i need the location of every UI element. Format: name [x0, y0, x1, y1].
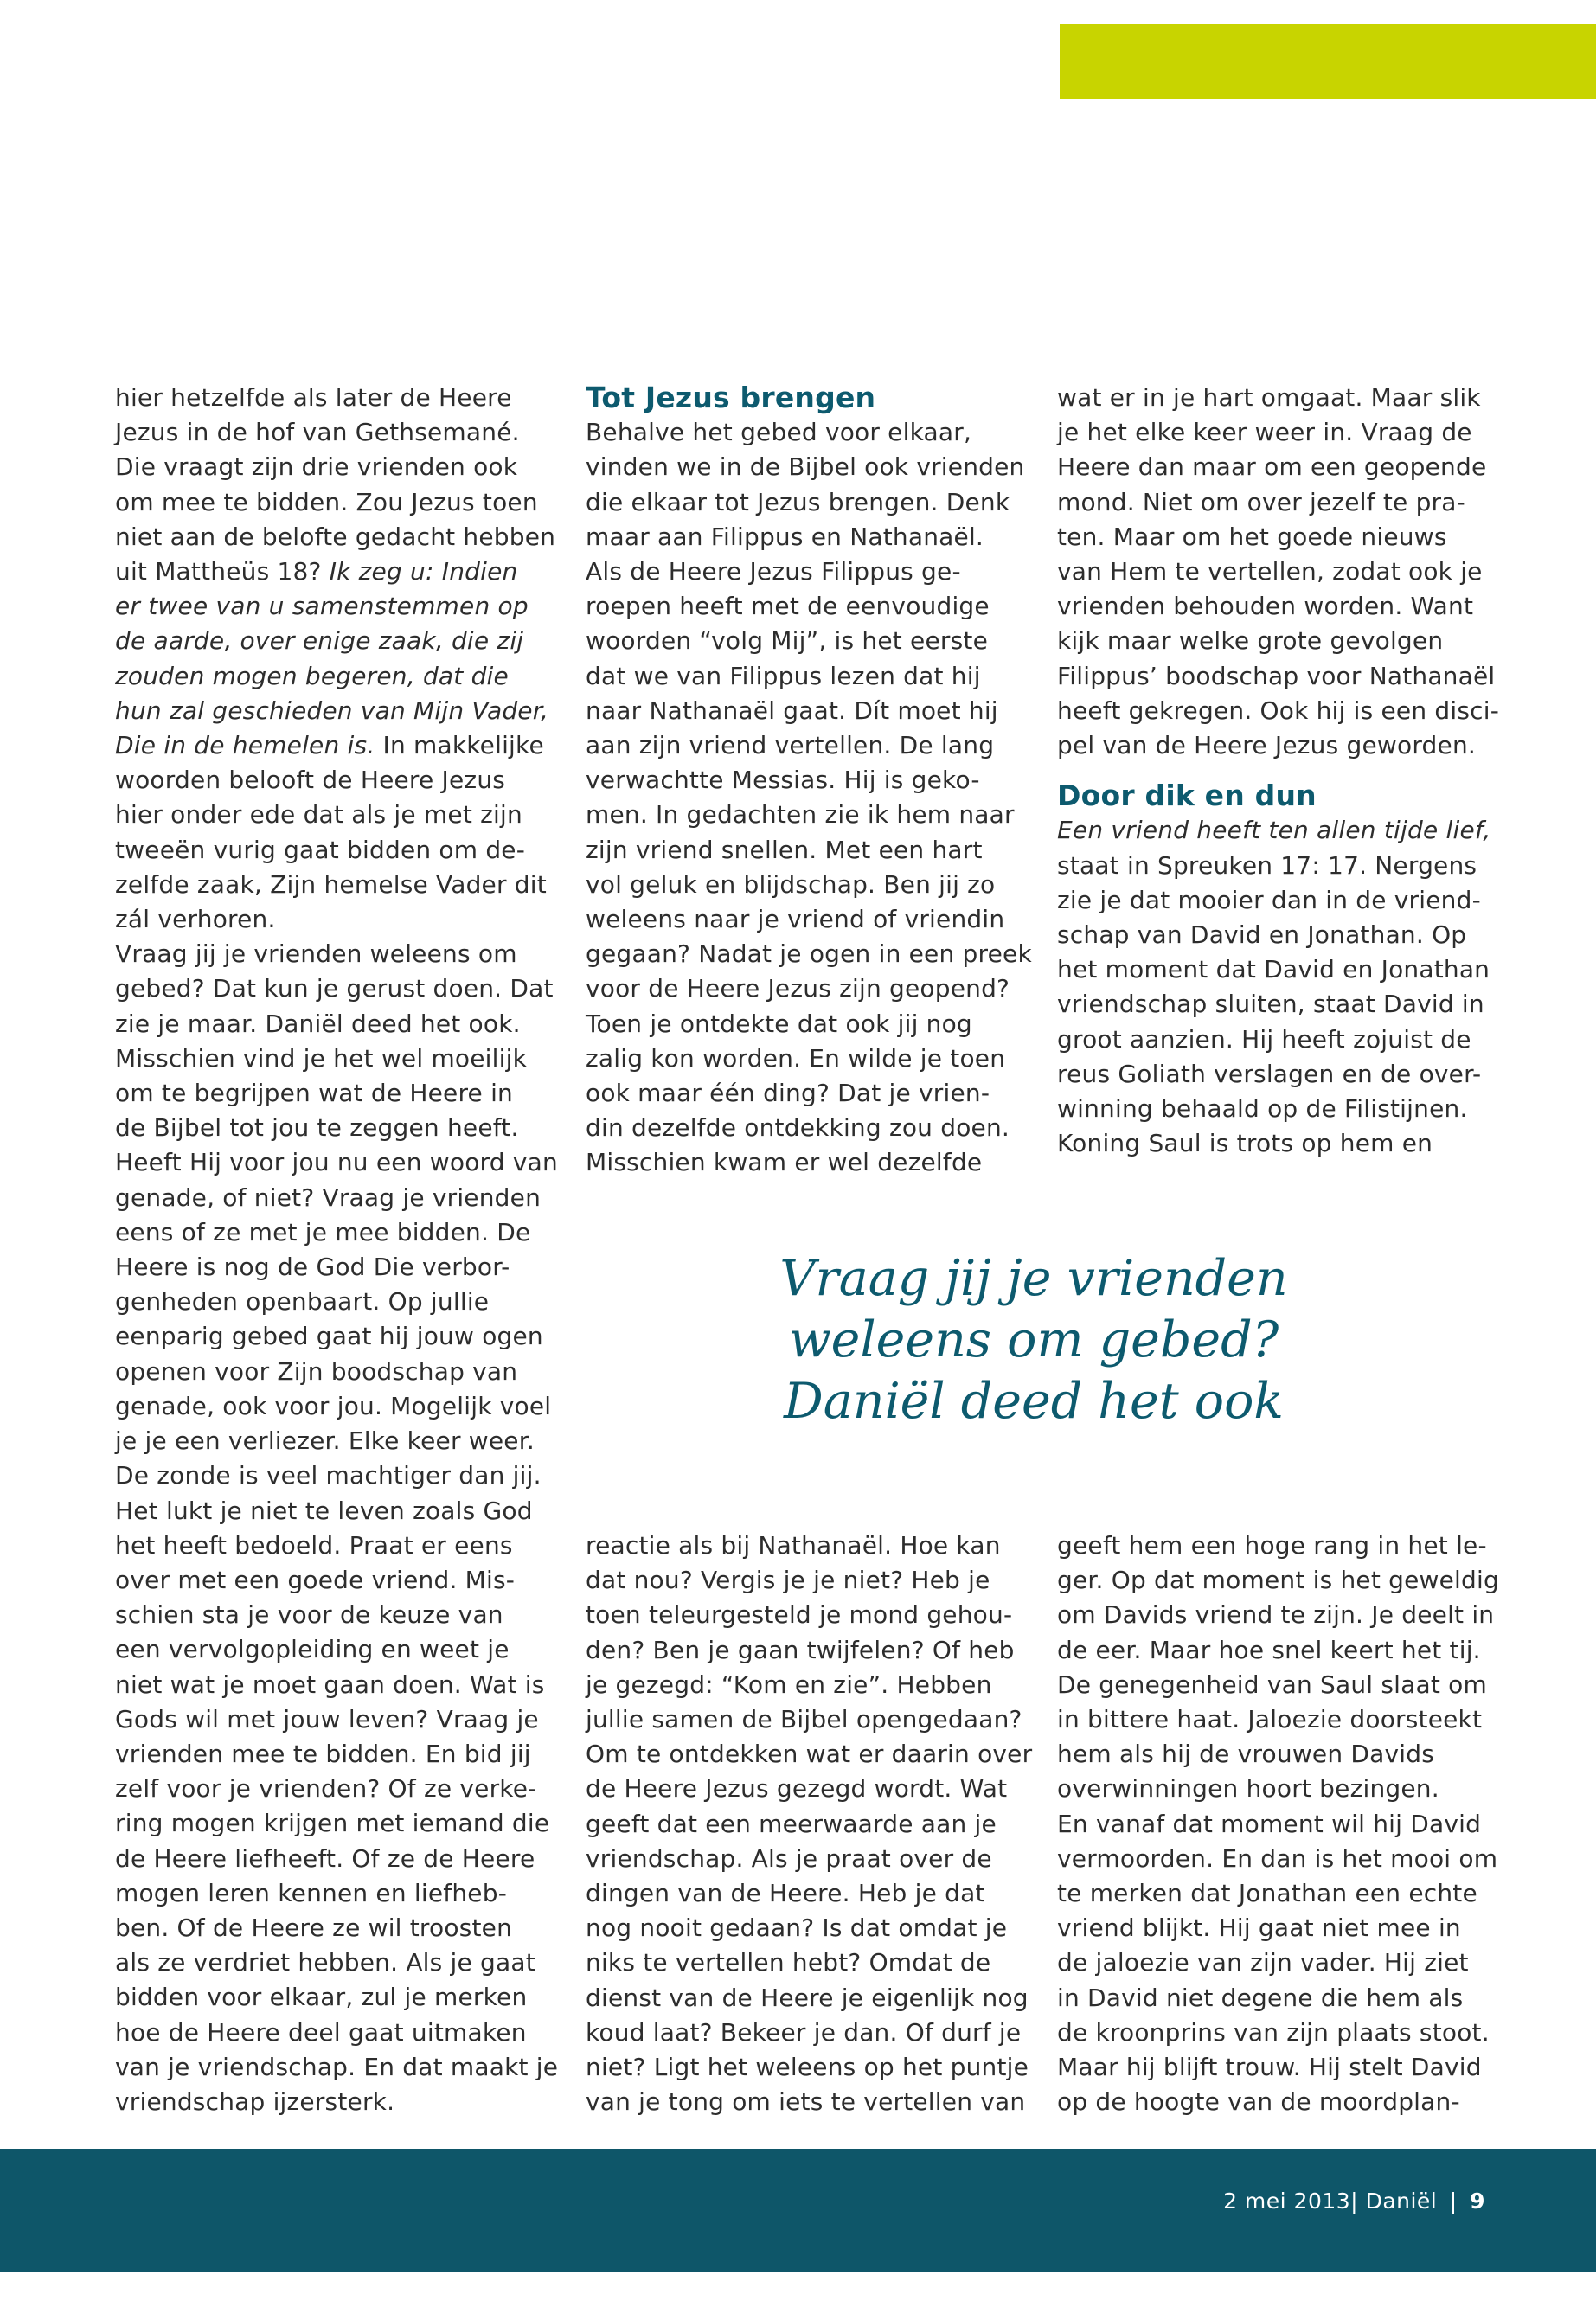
column-3-bottom: [1057, 1529, 1499, 2119]
quote-line: er twee van u samenstemmen op: [115, 592, 529, 621]
text-line: Maar hij blijft trouw. Hij stelt David: [1057, 2053, 1482, 2082]
text-line: Gods wil met jouw leven? Vraag je: [115, 1704, 539, 1734]
text-line: Koning Saul is trots op hem en: [1057, 1129, 1433, 1158]
text-line: te merken dat Jonathan een echte: [1057, 1879, 1477, 1908]
section-heading: Door dik en dun: [1057, 779, 1317, 813]
text-line: vriend blijkt. Hij gaat niet mee in: [1057, 1913, 1461, 1943]
text-line: niks te vertellen hebt? Omdat de: [586, 1948, 991, 1977]
text-line: Vraag jij je vrienden weleens om: [115, 939, 517, 969]
text-line: den? Ben je gaan twijfelen? Of heb: [586, 1635, 1015, 1664]
pull-quote: [753, 1248, 1315, 1433]
text-line: niet wat je moet gaan doen. Wat is: [115, 1670, 545, 1699]
text-line: vriendschap sluiten, staat David in: [1057, 990, 1484, 1019]
text-line: openen voor Zijn boodschap van: [115, 1356, 518, 1386]
text-line: dat nou? Vergis je je niet? Heb je: [586, 1566, 990, 1595]
text-line: wat er in je hart omgaat. Maar slik: [1057, 383, 1481, 412]
text-line: de Bijbel tot jou te zeggen heeft.: [115, 1113, 519, 1143]
footer-separator: |: [1350, 2189, 1359, 2214]
text-line: maar aan Filippus en Nathanaël.: [586, 522, 984, 551]
quote-line: de aarde, over enige zaak, die zij: [115, 626, 524, 656]
text-line: naar Nathanaël gaat. Dít moet hij: [586, 695, 998, 725]
text-line: Misschien vind je het wel moeilijk: [115, 1043, 528, 1073]
text-line: eens of ze met je mee bidden. De: [115, 1217, 531, 1247]
text-line: reus Goliath verslagen en de over-: [1057, 1059, 1482, 1088]
page-number: 9: [1470, 2189, 1485, 2214]
text-line: in David niet degene die hem als: [1057, 1983, 1464, 2012]
text-line: geeft dat een meerwaarde aan je: [586, 1809, 997, 1838]
text-line: groot aanzien. Hij heeft zojuist de: [1057, 1024, 1471, 1054]
text-line: je je een verliezer. Elke keer weer.: [115, 1426, 535, 1456]
text-line: staat in Spreuken 17: 17. Nergens: [1057, 850, 1477, 880]
pull-quote-line: Daniël deed het ook: [784, 1373, 1284, 1430]
text-line: ook maar één ding? Dat je vrien-: [586, 1079, 990, 1108]
text-line: vrienden mee te bidden. En bid jij: [115, 1739, 531, 1768]
footer-separator: |: [1449, 2189, 1458, 2214]
text-line: Als de Heere Jezus Filippus ge-: [586, 557, 961, 586]
quote-fragment: Die in de hemelen is.: [115, 731, 375, 760]
text-line: dienst van de Heere je eigenlijk nog: [586, 1983, 1029, 2012]
text-line: men. In gedachten zie ik hem naar: [586, 800, 1015, 830]
text-line: woorden “volg Mij”, is het eerste: [586, 626, 988, 656]
text-line: Toen je ontdekte dat ook jij nog: [586, 1009, 972, 1038]
text-line: dingen van de Heere. Heb je dat: [586, 1879, 985, 1908]
text-fragment: uit Mattheüs 18?: [115, 557, 330, 586]
quote-line: hun zal geschieden van Mijn Vader,: [115, 695, 548, 725]
text-line: gebed? Dat kun je gerust doen. Dat: [115, 974, 554, 1003]
text-line: hier onder ede dat als je met zijn: [115, 800, 522, 830]
text-line: van je vriendschap. En dat maakt je: [115, 2052, 559, 2081]
text-line: in bittere haat. Jaloezie doorsteekt: [1057, 1705, 1483, 1734]
text-line: schap van David en Jonathan. Op: [1057, 920, 1467, 950]
text-line: niet? Ligt het weleens op het puntje: [586, 2053, 1029, 2082]
text-line: woorden belooft de Heere Jezus: [115, 766, 506, 795]
text-line: vriendschap ijzersterk.: [115, 2086, 395, 2116]
text-line: Heere dan maar om een geopende: [1057, 452, 1487, 482]
pull-quote-line: weleens om gebed?: [788, 1311, 1279, 1368]
text-line: genheden openbaart. Op jullie: [115, 1287, 490, 1317]
text-line: vrienden behouden worden. Want: [1057, 592, 1474, 621]
text-line: En vanaf dat moment wil hij David: [1057, 1809, 1482, 1838]
text-line: ring mogen krijgen met iemand die: [115, 1809, 550, 1838]
text-line: [115, 728, 548, 763]
text-line: Die vraagt zijn drie vrienden ook: [115, 452, 518, 482]
text-line: de Heere liefheeft. Of ze de Heere: [115, 1843, 535, 1873]
text-line: een vervolgopleiding en weet je: [115, 1635, 510, 1664]
text-fragment: In makkelijke: [375, 731, 544, 760]
text-line: De genegenheid van Saul slaat om: [1057, 1670, 1487, 1699]
text-line: om mee te bidden. Zou Jezus toen: [115, 487, 538, 516]
text-line: de eer. Maar hoe snel keert het tij.: [1057, 1635, 1481, 1664]
text-line: geeft hem een hoge rang in het le-: [1057, 1531, 1487, 1560]
text-line: de Heere Jezus gezegd wordt. Wat: [586, 1774, 1008, 1804]
text-line: vriendschap. Als je praat over de: [586, 1843, 992, 1873]
text-line: je gezegd: “Kom en zie”. Hebben: [586, 1670, 992, 1699]
text-line: Behalve het gebed voor elkaar,: [586, 418, 972, 447]
quote-fragment: Ik zeg u: Indien: [329, 557, 518, 586]
text-line: zál verhoren.: [115, 905, 276, 934]
text-line: Het lukt je niet te leven zoals God: [115, 1496, 533, 1525]
column-1: [115, 381, 559, 2119]
text-line: ben. Of de Heere ze wil troosten: [115, 1913, 513, 1942]
text-line: vermoorden. En dan is het mooi om: [1057, 1843, 1498, 1873]
text-line: heeft gekregen. Ook hij is een disci-: [1057, 695, 1500, 725]
text-line: die elkaar tot Jezus brengen. Denk: [586, 487, 1010, 516]
text-line: als ze verdriet hebben. Als je gaat: [115, 1948, 535, 1977]
text-line: Misschien kwam er wel dezelfde: [586, 1148, 983, 1177]
text-line: mond. Niet om over jezelf te pra-: [1057, 487, 1465, 516]
text-line: zie je maar. Daniël deed het ook.: [115, 1009, 521, 1038]
text-line: over met een goede vriend. Mis-: [115, 1565, 516, 1594]
text-line: de kroonprins van zijn plaats stoot.: [1057, 2017, 1490, 2047]
text-line: van je tong om iets te vertellen van: [586, 2087, 1026, 2117]
text-line: toen teleurgesteld je mond gehou-: [586, 1600, 1013, 1630]
text-line: Heere is nog de God Die verbor-: [115, 1253, 510, 1282]
quote-line: Een vriend heeft ten allen tijde lief,: [1057, 816, 1491, 845]
text-line: op de hoogte van de moordplan-: [1057, 2087, 1460, 2117]
text-line: van Hem te vertellen, zodat ook je: [1057, 557, 1483, 586]
pull-quote-line: Vraag jij je vrienden: [779, 1250, 1288, 1307]
text-line: Om te ontdekken wat er daarin over: [586, 1740, 1033, 1769]
text-line: de jaloezie van zijn vader. Hij ziet: [1057, 1948, 1469, 1977]
column-2-bottom: [586, 1529, 1033, 2119]
text-line: reactie als bij Nathanaël. Hoe kan: [586, 1531, 1001, 1560]
text-line: schien sta je voor de keuze van: [115, 1600, 503, 1630]
text-line: bidden voor elkaar, zul je merken: [115, 1983, 528, 2012]
text-line: ger. Op dat moment is het geweldig: [1057, 1566, 1499, 1595]
text-line: hoe de Heere deel gaat uitmaken: [115, 2017, 527, 2047]
footer-date: 2 mei 2013: [1223, 2189, 1351, 2214]
text-line: koud laat? Bekeer je dan. Of durf je: [586, 2017, 1022, 2047]
text-line: hier hetzelfde als later de Heere: [115, 383, 512, 412]
text-line: je het elke keer weer in. Vraag de: [1057, 418, 1472, 447]
text-line: din dezelfde ontdekking zou doen.: [586, 1113, 1010, 1143]
text-line: zalig kon worden. En wilde je toen: [586, 1043, 1006, 1073]
text-line: verwachtte Messias. Hij is geko-: [586, 766, 980, 795]
text-line: ten. Maar om het goede nieuws: [1057, 522, 1447, 551]
text-line: genade, of niet? Vraag je vrienden: [115, 1183, 542, 1212]
text-line: winning behaald op de Filistijnen.: [1057, 1094, 1468, 1124]
quote-line: zouden mogen begeren, dat die: [115, 661, 509, 690]
text-line: mogen leren kennen en liefheb-: [115, 1878, 508, 1907]
text-line: om Davids vriend te zijn. Je deelt in: [1057, 1600, 1495, 1630]
column-3-top: [1057, 381, 1500, 1161]
text-line: weleens naar je vriend of vriendin: [586, 905, 1005, 934]
text-line: Filippus’ boodschap voor Nathanaël: [1057, 661, 1496, 690]
text-line: roepen heeft met de eenvoudige: [586, 592, 990, 621]
text-line: niet aan de belofte gedacht hebben: [115, 522, 556, 551]
text-line: om te begrijpen wat de Heere in: [115, 1079, 513, 1108]
text-line: het heeft bedoeld. Praat er eens: [115, 1530, 513, 1560]
text-line: jullie samen de Bijbel opengedaan?: [586, 1705, 1022, 1734]
text-line: genade, ook voor jou. Mogelijk voel: [115, 1391, 552, 1420]
text-line: zie je dat mooier dan in de vriend-: [1057, 885, 1481, 914]
column-2-top: [586, 381, 1032, 1181]
accent-bar: [1060, 24, 1596, 99]
text-line: pel van de Heere Jezus geworden.: [1057, 731, 1476, 760]
text-line: zelf voor je vrienden? Of ze verke-: [115, 1774, 537, 1804]
text-line: voor de Heere Jezus zijn geopend?: [586, 974, 1010, 1003]
text-line: overwinningen hoort bezingen.: [1057, 1774, 1439, 1804]
text-line: eenparig gebed gaat hij jouw ogen: [115, 1322, 543, 1351]
text-line: vol geluk en blijdschap. Ben jij zo: [586, 869, 996, 899]
footer-bar: [0, 2149, 1596, 2272]
text-line: [115, 554, 548, 589]
text-line: kijk maar welke grote gevolgen: [1057, 626, 1444, 656]
footer-info: [1223, 2189, 1485, 2214]
text-line: het moment dat David en Jonathan: [1057, 955, 1490, 984]
text-line: vinden we in de Bijbel ook vrienden: [586, 452, 1025, 482]
section-heading: Tot Jezus brengen: [586, 381, 876, 414]
text-line: Heeft Hij voor jou nu een woord van: [115, 1148, 558, 1177]
text-line: dat we van Filippus lezen dat hij: [586, 661, 981, 690]
text-line: zelfde zaak, Zijn hemelse Vader dit: [115, 869, 547, 899]
text-line: hem als hij de vrouwen Davids: [1057, 1740, 1435, 1769]
footer-publication: Daniël: [1365, 2189, 1438, 2214]
text-line: nog nooit gedaan? Is dat omdat je: [586, 1913, 1008, 1943]
text-line: aan zijn vriend vertellen. De lang: [586, 731, 995, 760]
text-line: tweeën vurig gaat bidden om de-: [115, 835, 526, 864]
text-line: gegaan? Nadat je ogen in een preek: [586, 939, 1032, 969]
text-line: Jezus in de hof van Gethsemané.: [115, 418, 520, 447]
text-line: zijn vriend snellen. Met een hart: [586, 835, 983, 864]
text-line: De zonde is veel machtiger dan jij.: [115, 1461, 542, 1490]
